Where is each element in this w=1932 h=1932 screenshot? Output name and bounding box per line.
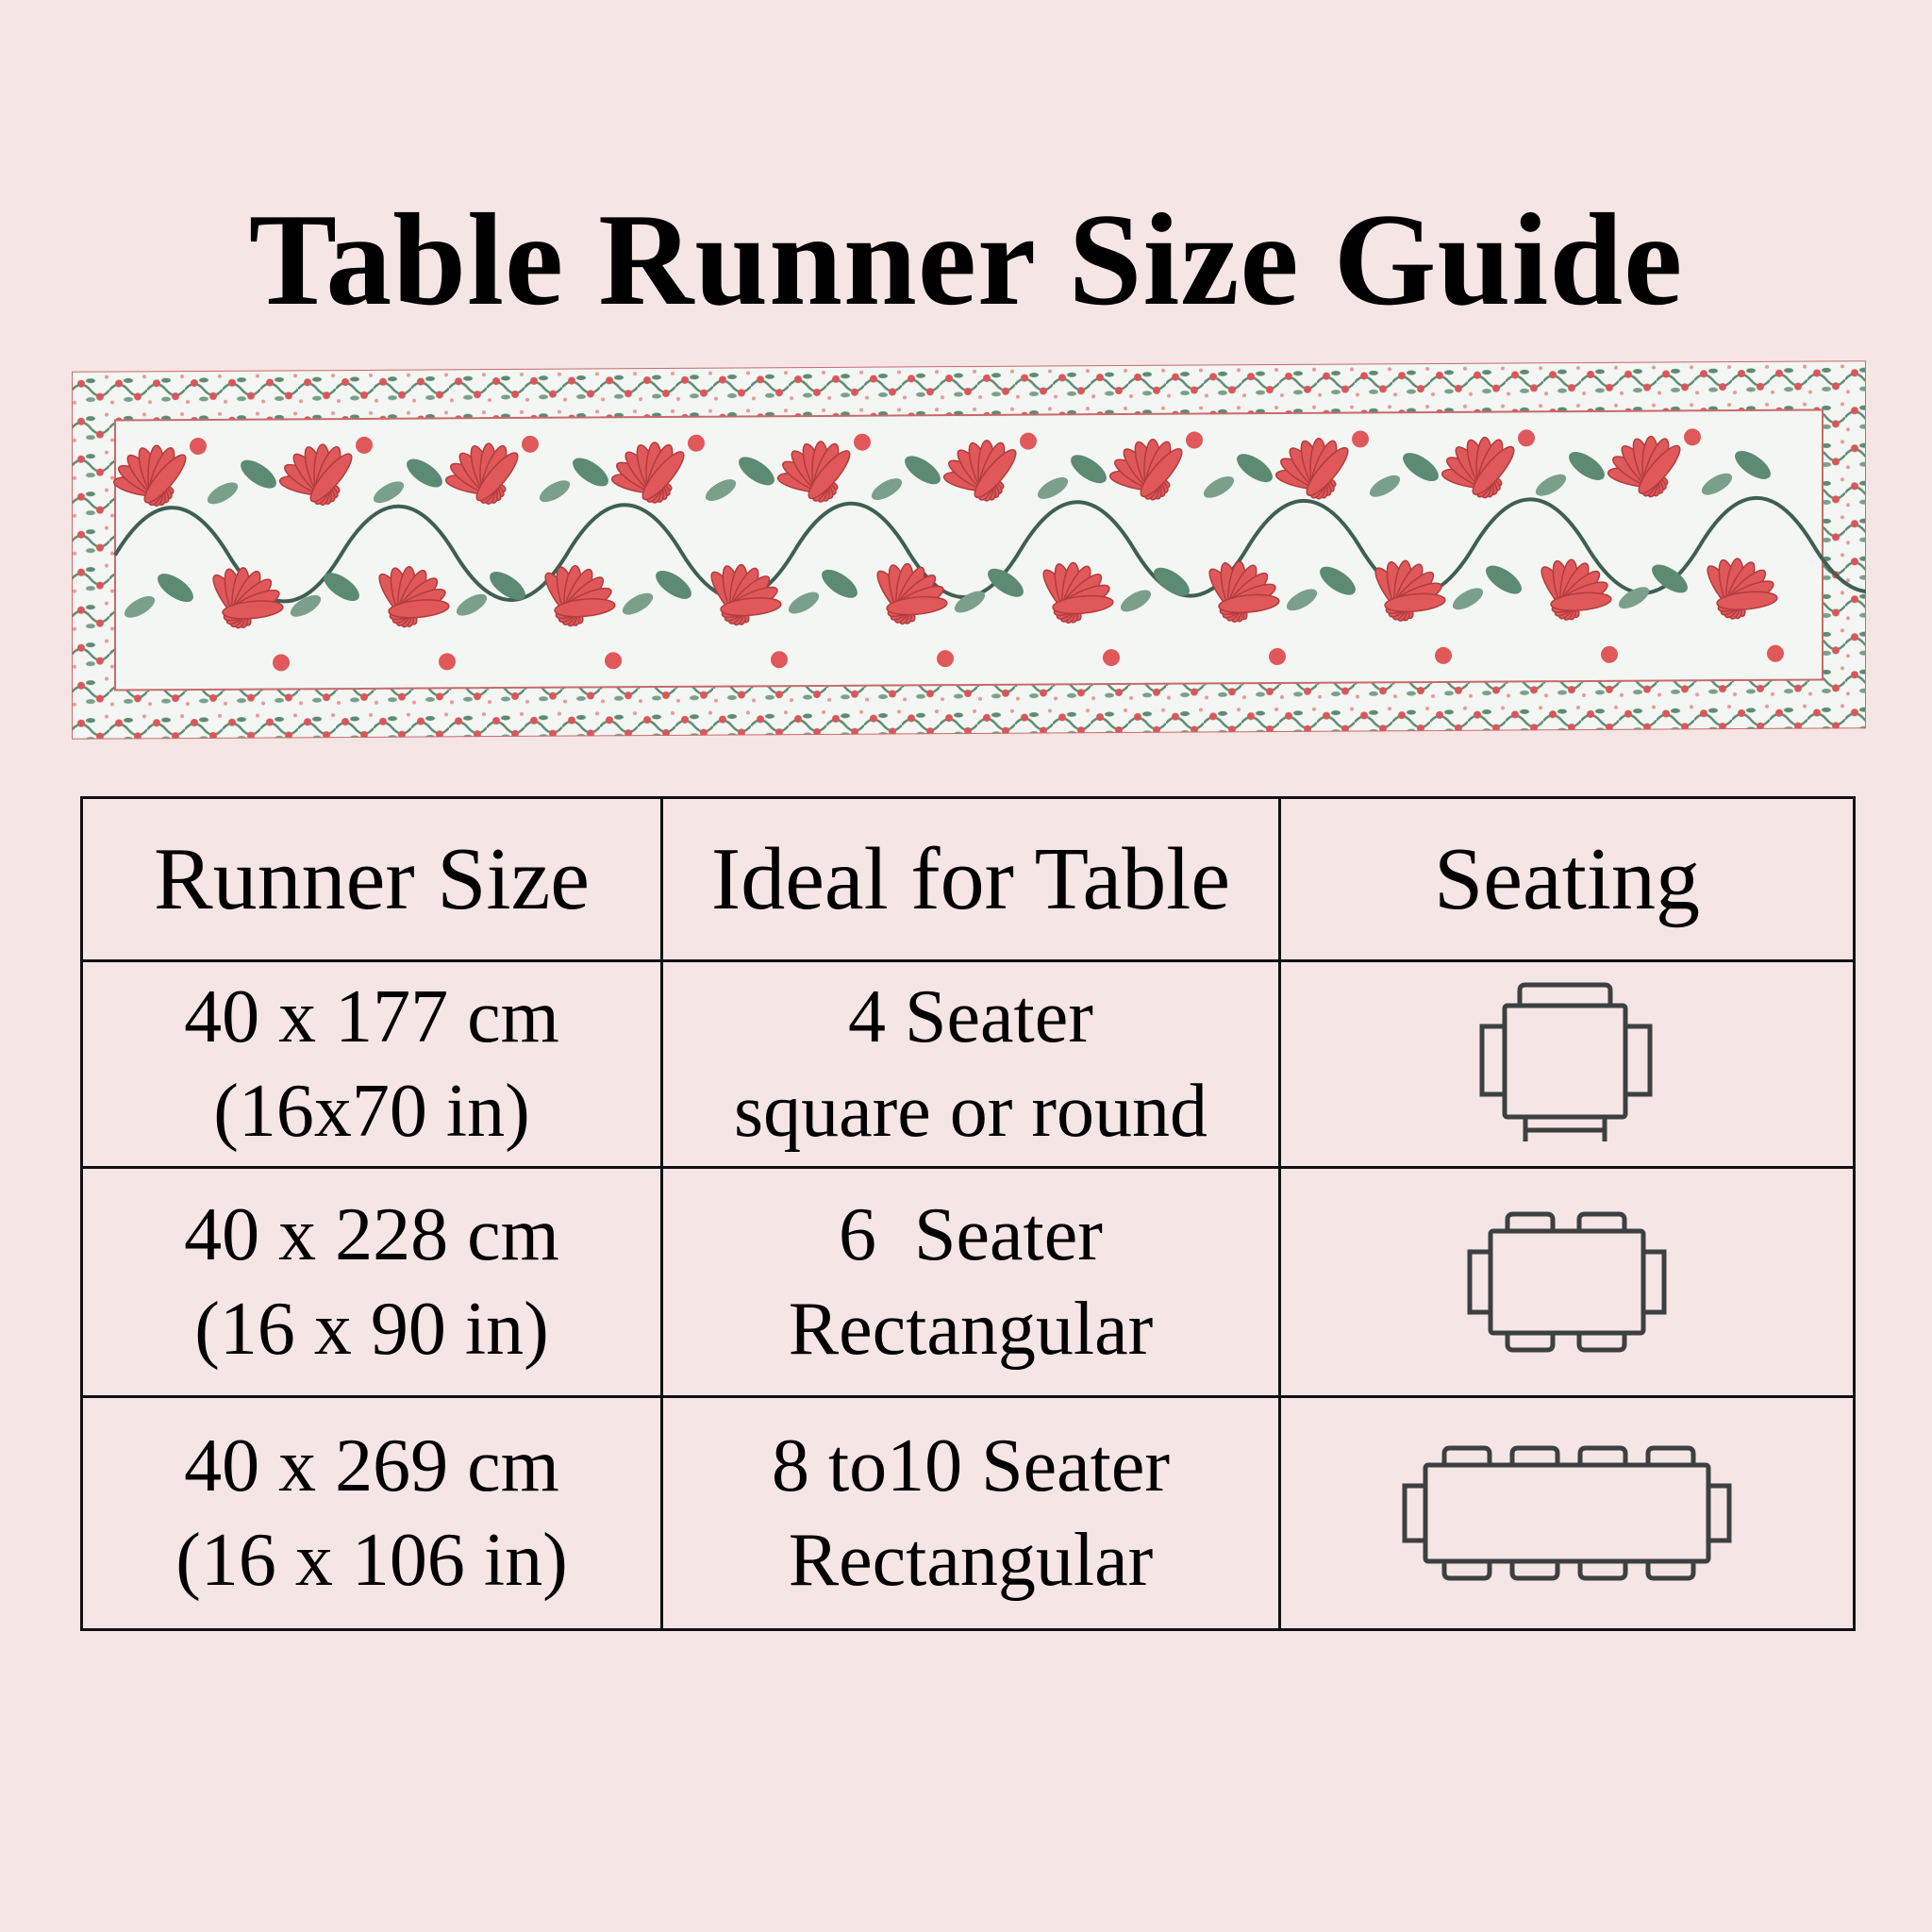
size-in: (16 x 106 in)	[175, 1519, 568, 1602]
seating-cell	[1280, 1397, 1855, 1630]
ideal-table-cell	[662, 961, 1280, 1168]
runner-size-cell	[82, 1397, 662, 1630]
runner-size-cell	[82, 961, 662, 1168]
ideal-table-cell	[662, 1397, 1280, 1630]
10-seater-table-icon	[1397, 1442, 1737, 1584]
table-header-row	[82, 798, 1855, 961]
table-shape: square or round	[733, 1070, 1208, 1153]
seating-cell	[1280, 961, 1855, 1168]
table-row	[82, 961, 1855, 1168]
header-runner-size: Runner Size	[82, 798, 662, 961]
6-seater-table-icon	[1458, 1207, 1675, 1357]
floral-table-runner-image	[72, 360, 1866, 740]
seating-cell	[1280, 1168, 1855, 1397]
size-cm: 40 x 269 cm	[184, 1424, 559, 1507]
size-table	[80, 796, 1856, 1631]
4-seater-table-icon	[1463, 979, 1671, 1149]
page-title: Table Runner Size Guide	[248, 187, 1684, 333]
table-shape: Rectangular	[788, 1288, 1154, 1371]
table-shape: Rectangular	[788, 1519, 1154, 1602]
seater-count: 4 Seater	[848, 975, 1093, 1058]
header-ideal-for-table: Ideal for Table	[662, 798, 1280, 961]
header-seating: Seating	[1280, 798, 1855, 961]
seater-count: 6 Seater	[839, 1193, 1103, 1276]
size-in: (16 x 90 in)	[194, 1288, 549, 1371]
size-cm: 40 x 228 cm	[184, 1193, 559, 1276]
table-row	[82, 1168, 1855, 1397]
runner-pattern	[72, 360, 1866, 740]
runner-size-cell	[82, 1168, 662, 1397]
table-row	[82, 1397, 1855, 1630]
ideal-table-cell	[662, 1168, 1280, 1397]
size-in: (16x70 in)	[213, 1070, 530, 1153]
size-cm: 40 x 177 cm	[184, 975, 559, 1058]
seater-count: 8 to10 Seater	[771, 1424, 1171, 1507]
